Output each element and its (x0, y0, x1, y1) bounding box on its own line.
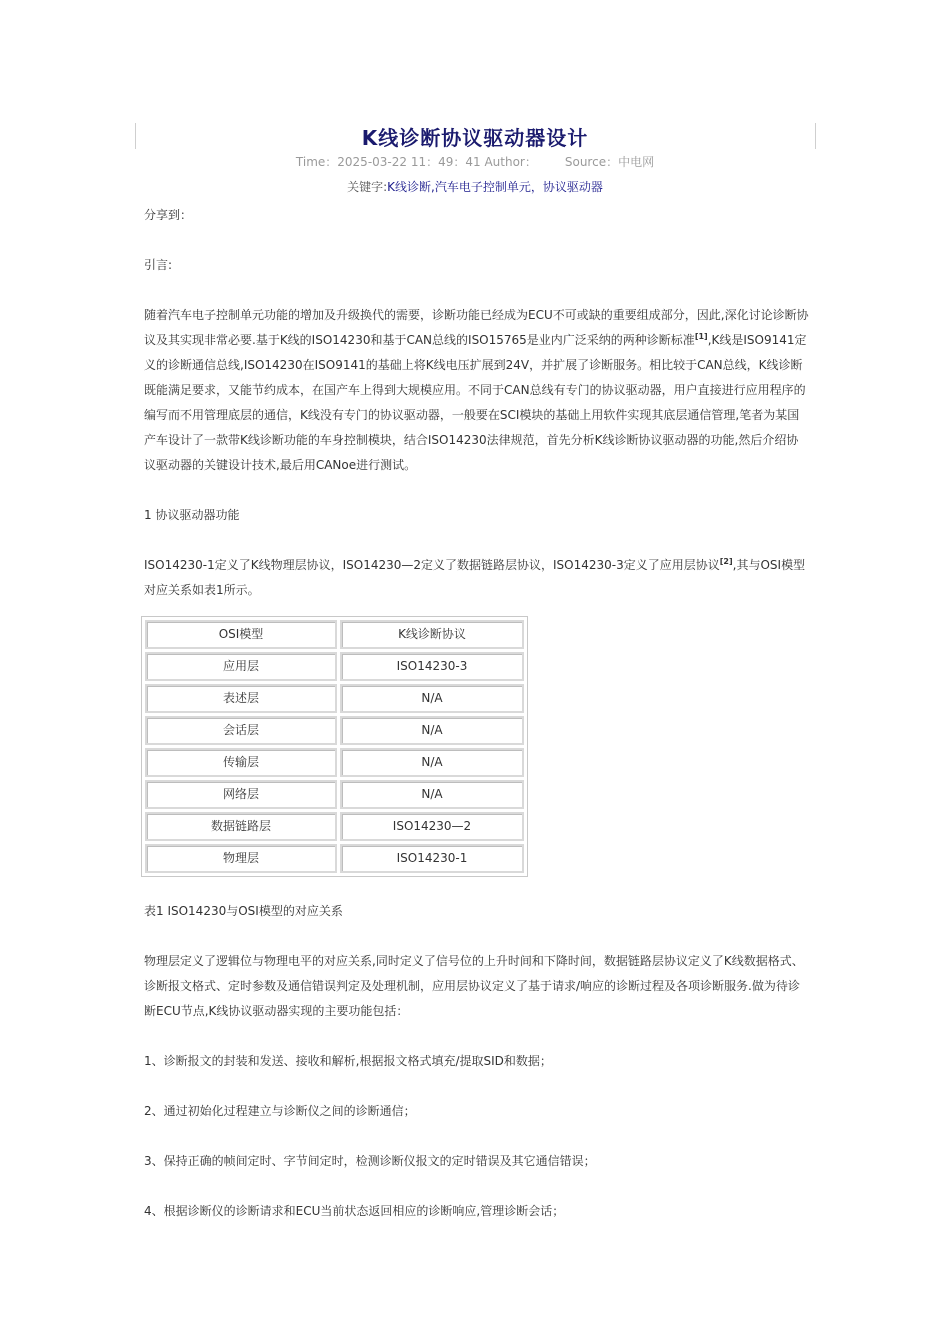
keywords-links[interactable]: K线诊断,汽车电子控制单元，协议驱动器 (387, 180, 603, 194)
table-row (145, 780, 524, 809)
table-cell: ISO14230-3 (340, 652, 524, 681)
article-body (144, 203, 809, 1249)
keywords-line (0, 178, 950, 195)
table-cell: N/A (340, 780, 524, 809)
table-cell: 网络层 (145, 780, 337, 809)
list-item: 3、保持正确的帧间定时、字节间定时，检测诊断仪报文的定时错误及其它通信错误； (144, 1154, 596, 1168)
table-cell: 数据链路层 (145, 812, 337, 841)
table-cell: 表述层 (145, 684, 337, 713)
keywords-label: 关键字: (347, 180, 388, 194)
list-item: 4、根据诊断仪的诊断请求和ECU当前状态返回相应的诊断响应,管理诊断会话； (144, 1204, 565, 1218)
table-cell: ISO14230—2 (340, 812, 524, 841)
table-cell: 传输层 (145, 748, 337, 777)
section1-heading: 1 协议驱动器功能 (144, 508, 240, 522)
table-row (145, 844, 524, 873)
table-cell: N/A (340, 716, 524, 745)
table-cell: 物理层 (145, 844, 337, 873)
table-header-row (145, 620, 524, 649)
table-row (145, 684, 524, 713)
table-header-cell: OSI模型 (145, 620, 337, 649)
article-title: K线诊断协议驱动器设计 (361, 126, 589, 150)
meta-time: Time：2025-03-22 11：49：41 Author： (295, 155, 537, 169)
table-cell: ISO14230-1 (340, 844, 524, 873)
intro-paragraph: 随着汽车电子控制单元功能的增加及升级换代的需要，诊断功能已经成为ECU不可或缺的重要组成部分，因此,深化讨论诊断协议及其实现非常必要.基于K线的ISO14230和基于CAN总线的ISO15765是业内广泛采纳的两种诊断标准[1],K线是ISO9141定义的诊断通信总线,ISO14230在ISO9141的基础上将K线电压扩展到24V，并扩展了诊断服务。相比较于CAN总线，K线诊断既能满足要求，又能节约成本，在国产车上得到大规模应用。不同于CAN总线有专门的协议驱动器，用户直接进行应用程序的编写而不用管理底层的通信，K线没有专门的协议驱动器，一般要在SCI模块的基础上用软件实现其底层通信管理,笔者为某国产车设计了一款带K线诊断功能的车身控制模块，结合ISO14230法律规范，首先分析K线诊断协议驱动器的功能,然后介绍协议驱动器的关键设计技术,最后用CANoe进行测试。 (144, 308, 809, 472)
section1-paragraph: ISO14230-1定义了K线物理层协议，ISO14230—2定义了数据链路层协议，ISO14230-3定义了应用层协议[2],其与OSI模型对应关系如表1所示。 (144, 557, 806, 597)
table-cell: N/A (340, 748, 524, 777)
table-cell: 会话层 (145, 716, 337, 745)
intro-heading: 引言: (144, 258, 173, 272)
table-row (145, 716, 524, 745)
osi-mapping-table (141, 616, 528, 877)
section1-paragraph-2: 物理层定义了逻辑位与物理电平的对应关系,同时定义了信号位的上升时间和下降时间，数据链路层协议定义了K线数据格式、诊断报文格式、定时参数及通信错误判定及处理机制，应用层协议定义了基于请求/响应的诊断过程及各项诊断服务.做为待诊断ECU节点,K线协议驱动器实现的主要功能包括： (144, 954, 804, 1018)
table-row (145, 812, 524, 841)
list-item: 1、诊断报文的封装和发送、接收和解析,根据报文格式填充/提取SID和数据； (144, 1054, 552, 1068)
table-caption: 表1 ISO14230与OSI模型的对应关系 (144, 904, 343, 918)
table-row (145, 652, 524, 681)
table-cell: N/A (340, 684, 524, 713)
table-row (145, 748, 524, 777)
reference-1[interactable]: [1] (694, 332, 708, 341)
meta-source: Source：中电网 (564, 155, 655, 169)
list-item: 2、通过初始化过程建立与诊断仪之间的诊断通信； (144, 1104, 416, 1118)
article-meta (0, 153, 950, 170)
table-cell: 应用层 (145, 652, 337, 681)
table-header-cell: K线诊断协议 (340, 620, 524, 649)
reference-2[interactable]: [2] (719, 557, 733, 566)
share-label[interactable]: 分享到： (144, 208, 193, 222)
